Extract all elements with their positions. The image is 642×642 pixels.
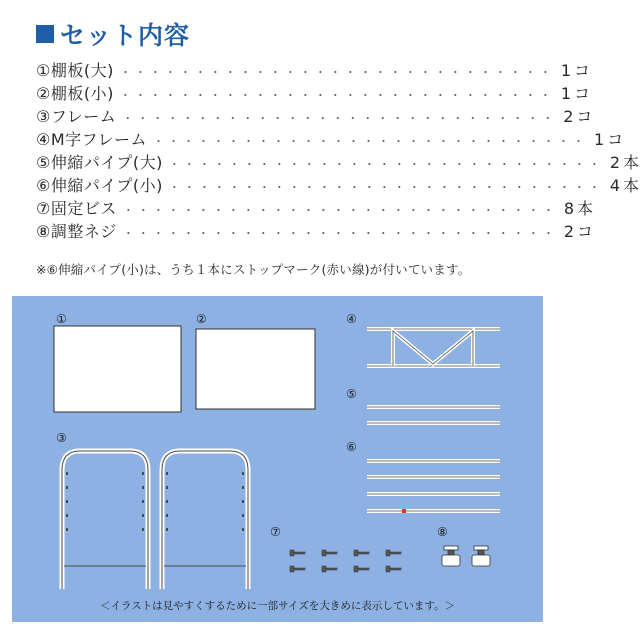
section-title: セット内容 xyxy=(60,21,191,50)
parts-diagram xyxy=(12,296,543,622)
shelf-board-small xyxy=(196,329,315,409)
dot-leader: ・・・・・・・・・・・・・・・・・・・・・・・・・・・・・ xyxy=(122,227,558,240)
list-item xyxy=(36,196,597,219)
dot-leader: ・・・・・・・・・・・・・・・・・・・・・・・・・・・・・ xyxy=(122,112,558,125)
extension-pipes-small xyxy=(367,461,500,513)
dot-leader: ・・・・・・・・・・・・・・・・・・・・・・・・・・・・・ xyxy=(119,66,555,79)
item-qty: 2コ xyxy=(563,222,597,241)
list-item xyxy=(36,150,642,173)
item-name: ⑥伸縮パイプ(小) xyxy=(36,176,163,195)
list-item xyxy=(36,127,627,150)
item-name: ⑤伸縮パイプ(大) xyxy=(36,153,163,172)
item-qty: 8本 xyxy=(563,199,597,218)
label-2: ② xyxy=(196,312,207,326)
label-7: ⑦ xyxy=(270,525,281,539)
item-name: ⑧調整ネジ xyxy=(36,222,117,241)
adjuster-screws xyxy=(442,546,490,566)
label-3: ③ xyxy=(56,431,67,445)
label-1: ① xyxy=(56,312,67,326)
item-name: ①棚板(大) xyxy=(36,61,114,80)
illustration-caption: ＜イラストは見やすくするために一部サイズを大きめに表示しています。＞ xyxy=(99,600,455,612)
shelf-board-large xyxy=(54,326,181,412)
dot-leader: ・・・・・・・・・・・・・・・・・・・・・・・・・・・・・ xyxy=(119,89,555,102)
dot-leader: ・・・・・・・・・・・・・・・・・・・・・・・・・・・・・ xyxy=(122,204,558,217)
item-qty: 1コ xyxy=(594,130,627,149)
item-qty: 1コ xyxy=(560,61,594,80)
label-6: ⑥ xyxy=(346,440,357,454)
list-item xyxy=(36,173,642,196)
item-name: ③フレーム xyxy=(36,107,117,126)
m-frame xyxy=(367,329,500,366)
item-qty: 4本 xyxy=(609,176,642,195)
contents-list xyxy=(36,58,642,242)
list-item xyxy=(36,81,594,104)
label-8: ⑧ xyxy=(437,525,448,539)
frame-left xyxy=(62,451,148,589)
frame-holes xyxy=(66,472,244,531)
label-4: ④ xyxy=(346,312,357,326)
stop-mark xyxy=(402,509,406,513)
title-square-mark xyxy=(36,25,54,43)
frame-right xyxy=(162,451,248,589)
item-qty: 2コ xyxy=(563,107,596,126)
stop-mark-note: ※⑥伸縮パイプ(小)は、うち１本にストップマーク(赤い線)が付いています。 xyxy=(36,262,471,277)
extension-pipes-large xyxy=(367,407,500,423)
dot-leader: ・・・・・・・・・・・・・・・・・・・・・・・・・・・・・ xyxy=(153,135,589,148)
item-name: ⑦固定ビス xyxy=(36,199,117,218)
list-item xyxy=(36,58,594,81)
dot-leader: ・・・・・・・・・・・・・・・・・・・・・・・・・・・・・ xyxy=(168,158,604,171)
section-header xyxy=(36,18,190,50)
list-item xyxy=(36,104,596,127)
item-name: ④M字フレーム xyxy=(36,130,148,149)
item-name: ②棚板(小) xyxy=(36,84,114,103)
item-qty: 1コ xyxy=(560,84,594,103)
label-5: ⑤ xyxy=(346,387,357,401)
parts-illustration xyxy=(12,296,543,622)
item-qty: 2本 xyxy=(609,153,642,172)
fixing-screws xyxy=(290,550,401,572)
dot-leader: ・・・・・・・・・・・・・・・・・・・・・・・・・・・・・ xyxy=(168,181,604,194)
list-item xyxy=(36,219,597,242)
